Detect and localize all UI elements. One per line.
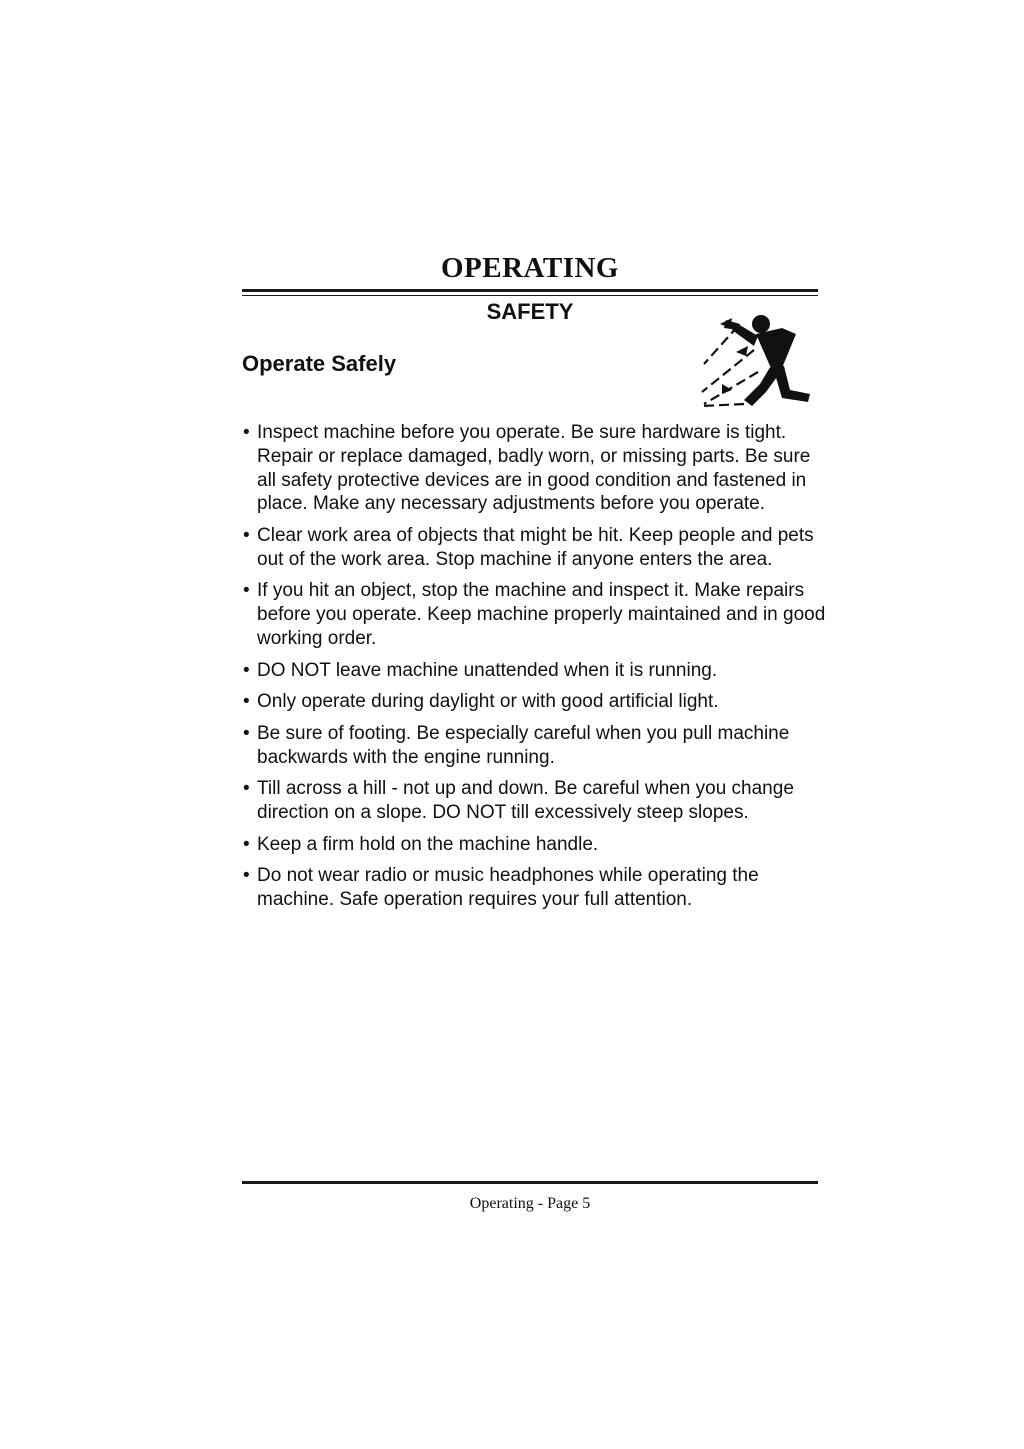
bullet-dot-icon: •: [243, 659, 250, 681]
page-number-label: Operating - Page 5: [469, 1195, 591, 1212]
section-title-text: SAFETY: [486, 299, 574, 324]
bullet-dot-icon: •: [243, 722, 250, 744]
list-item-text: If you hit an object, stop the machine and inspect it. Make repairs before you operate. Keep machine properly maintained and in good working order.: [257, 580, 826, 649]
list-item-text: Do not wear radio or music headphones while operating the machine. Safe operation requires your full attention.: [257, 865, 759, 910]
list-item-text: Be sure of footing. Be especially careful when you pull machine backwards with the engine running.: [257, 722, 790, 768]
subsection-title: Operate Safely: [242, 351, 397, 376]
bullet-dot-icon: •: [243, 691, 250, 713]
thrown-object-hazard-icon: [698, 306, 816, 414]
list-item: [242, 659, 832, 683]
list-item-text: DO NOT leave machine unattended when it is running.: [257, 659, 718, 681]
list-item: [242, 421, 832, 516]
list-item: [242, 864, 832, 912]
safety-bullet-list: [242, 421, 832, 920]
list-item-text: Clear work area of objects that might be hit. Keep people and pets out of the work area. Stop machine if anyone enters the area.: [257, 524, 814, 570]
bullet-dot-icon: •: [243, 580, 250, 602]
list-item: [242, 524, 832, 572]
bullet-dot-icon: •: [243, 865, 250, 887]
list-item-text: Only operate during daylight or with good artificial light.: [257, 691, 719, 713]
list-item: [242, 833, 832, 857]
bullet-dot-icon: •: [243, 422, 250, 443]
list-item: [242, 722, 832, 770]
list-item: [242, 690, 832, 714]
bullet-dot-icon: •: [243, 778, 250, 800]
footer-rule: [242, 1181, 818, 1184]
list-item-text: Till across a hill - not up and down. Be careful when you change direction on a slope. DO NOT till excessively steep slopes.: [257, 778, 794, 823]
bullet-dot-icon: •: [243, 524, 250, 546]
bullet-dot-icon: •: [243, 833, 250, 855]
header-double-rule: [242, 289, 818, 296]
list-item: [242, 579, 832, 650]
list-item: [242, 777, 832, 825]
list-item-text: Keep a firm hold on the machine handle.: [257, 833, 599, 855]
chapter-title: OPERATING: [441, 252, 619, 284]
list-item-text: Inspect machine before you operate. Be sure hardware is tight. Repair or replace damaged, badly worn, or missing parts. Be sure all safety protective devices are in good condition and fastened in place. Make any necessary adjustments before you operate.: [257, 422, 811, 515]
